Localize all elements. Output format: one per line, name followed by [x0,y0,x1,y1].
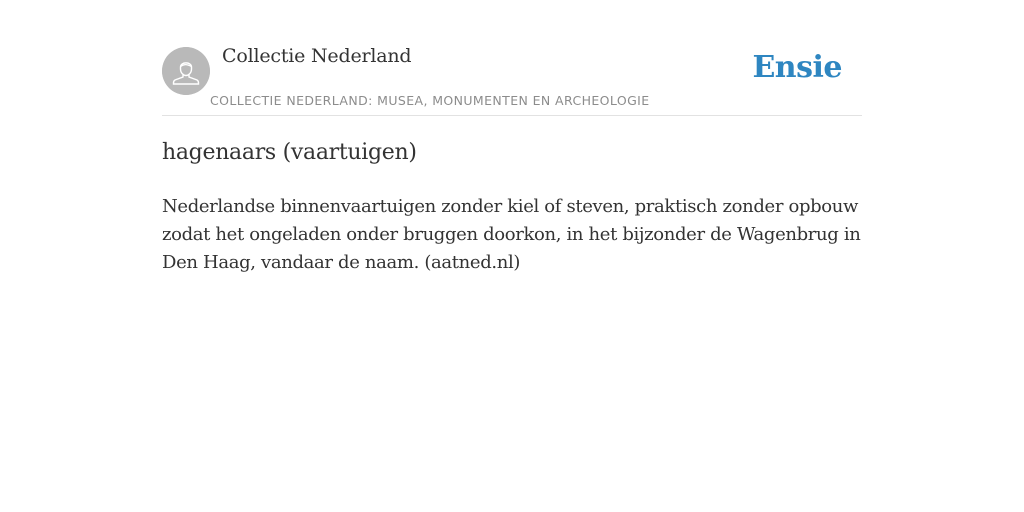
entry-body: Nederlandse binnenvaartuigen zonder kiel of steven, praktisch zonder opbouw zodat het ongeladen onder bruggen doorkon, in het bijzonder de Wagenbrug in Den Haag, vandaar de naam. (aatned.nl) [162,196,861,273]
author-name-link[interactable]: Collectie Nederland [222,45,412,67]
entry-title: hagenaars (vaartuigen) [162,140,417,165]
user-avatar-icon[interactable] [162,47,210,95]
collection-name-link[interactable]: COLLECTIE NEDERLAND: MUSEA, MONUMENTEN EN ARCHEOLOGIE [210,93,650,108]
ensie-logo-link[interactable]: Ensie [752,50,842,85]
page-container [162,0,862,273]
entry-header [162,0,862,116]
